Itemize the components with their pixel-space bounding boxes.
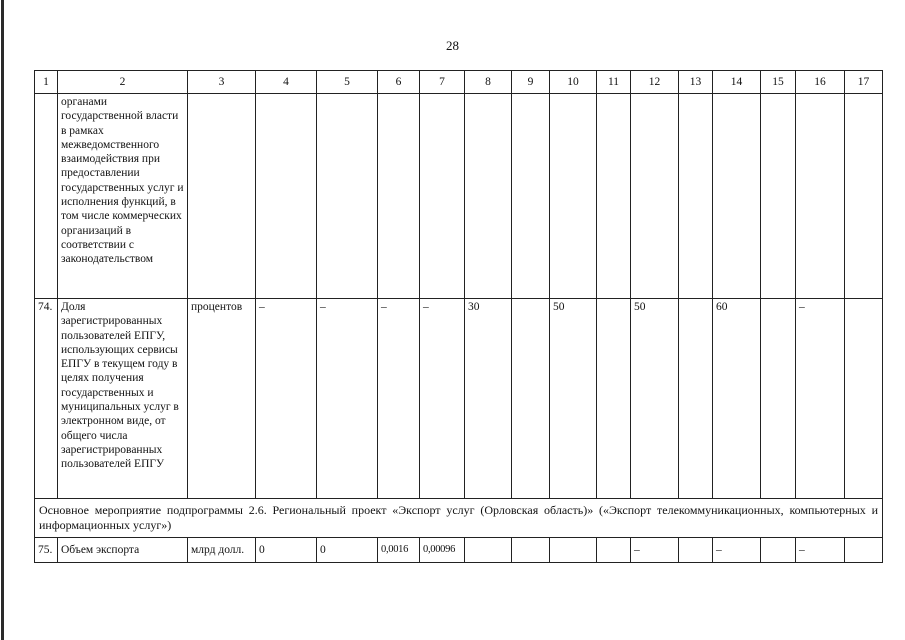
table-cell xyxy=(256,94,317,299)
col-header-10: 10 xyxy=(550,71,597,94)
col-header-8: 8 xyxy=(465,71,512,94)
table-cell xyxy=(713,94,761,299)
unit-cell: процентов xyxy=(188,299,256,499)
value-cell-7: 0,00096 xyxy=(420,538,465,563)
value-cell-10 xyxy=(550,538,597,563)
value-cell-9 xyxy=(512,299,550,499)
col-header-9: 9 xyxy=(512,71,550,94)
value-cell-6: – xyxy=(378,299,420,499)
value-cell-17 xyxy=(845,538,883,563)
table-row-75 xyxy=(35,538,883,563)
value-cell-14: 60 xyxy=(713,299,761,499)
table-cell xyxy=(597,94,631,299)
value-cell-9 xyxy=(512,538,550,563)
col-header-5: 5 xyxy=(317,71,378,94)
value-cell-4: 0 xyxy=(256,538,317,563)
table-cell xyxy=(512,94,550,299)
page-number: 28 xyxy=(446,38,459,53)
row-number: 75. xyxy=(35,538,58,563)
col-header-6: 6 xyxy=(378,71,420,94)
value-cell-5: 0 xyxy=(317,538,378,563)
col-header-14: 14 xyxy=(713,71,761,94)
indicators-table xyxy=(34,70,883,563)
table-cell xyxy=(761,94,796,299)
value-cell-10: 50 xyxy=(550,299,597,499)
value-cell-7: – xyxy=(420,299,465,499)
indicator-name: Доля зарегистрированных пользователей ЕПГУ, использующих сервисы ЕПГУ в текущем году в целях получения государственных и муниципальных услуг в электронном виде, от общего числа зарегистрированных пользователей ЕПГУ xyxy=(58,299,188,499)
table-row-continued xyxy=(35,94,883,299)
row-number: 74. xyxy=(35,299,58,499)
value-cell-17 xyxy=(845,299,883,499)
value-cell-11 xyxy=(597,538,631,563)
section-heading-row xyxy=(35,499,883,538)
table-cell xyxy=(378,94,420,299)
table-cell xyxy=(465,94,512,299)
col-header-11: 11 xyxy=(597,71,631,94)
value-cell-14: – xyxy=(713,538,761,563)
value-cell-12: – xyxy=(631,538,679,563)
value-cell-13 xyxy=(679,299,713,499)
col-header-3: 3 xyxy=(188,71,256,94)
table-cell xyxy=(35,94,58,299)
table-cell xyxy=(679,94,713,299)
value-cell-4: – xyxy=(256,299,317,499)
indicator-name: Объем экспорта xyxy=(58,538,188,563)
table-cell xyxy=(188,94,256,299)
value-cell-16: – xyxy=(796,538,845,563)
value-cell-16: – xyxy=(796,299,845,499)
col-header-2: 2 xyxy=(58,71,188,94)
value-cell-13 xyxy=(679,538,713,563)
table-cell xyxy=(550,94,597,299)
value-cell-11 xyxy=(597,299,631,499)
page-left-edge-line xyxy=(1,0,4,640)
col-header-12: 12 xyxy=(631,71,679,94)
table-row-74 xyxy=(35,299,883,499)
col-header-1: 1 xyxy=(35,71,58,94)
unit-cell: млрд долл. xyxy=(188,538,256,563)
column-number-row xyxy=(35,71,883,94)
value-cell-8 xyxy=(465,538,512,563)
value-cell-12: 50 xyxy=(631,299,679,499)
col-header-4: 4 xyxy=(256,71,317,94)
table-cell xyxy=(845,94,883,299)
col-header-13: 13 xyxy=(679,71,713,94)
section-heading-text: Основное мероприятие подпрограммы 2.6. Региональный проект «Экспорт услуг (Орловская область)» («Экспорт телекоммуникационных, компьютерных и информационных услуг») xyxy=(35,499,883,538)
col-header-17: 17 xyxy=(845,71,883,94)
col-header-16: 16 xyxy=(796,71,845,94)
value-cell-8: 30 xyxy=(465,299,512,499)
table-cell xyxy=(420,94,465,299)
value-cell-15 xyxy=(761,538,796,563)
value-cell-6: 0,0016 xyxy=(378,538,420,563)
table-cell xyxy=(631,94,679,299)
table-cell xyxy=(317,94,378,299)
value-cell-5: – xyxy=(317,299,378,499)
table-cell xyxy=(796,94,845,299)
value-cell-15 xyxy=(761,299,796,499)
continued-indicator-text: органами государственной власти в рамках межведомственного взаимодействия при предоставлении государственных услуг и исполнения функций, в том числе коммерческих организаций в соответствии с законодательством xyxy=(58,94,188,299)
col-header-15: 15 xyxy=(761,71,796,94)
col-header-7: 7 xyxy=(420,71,465,94)
